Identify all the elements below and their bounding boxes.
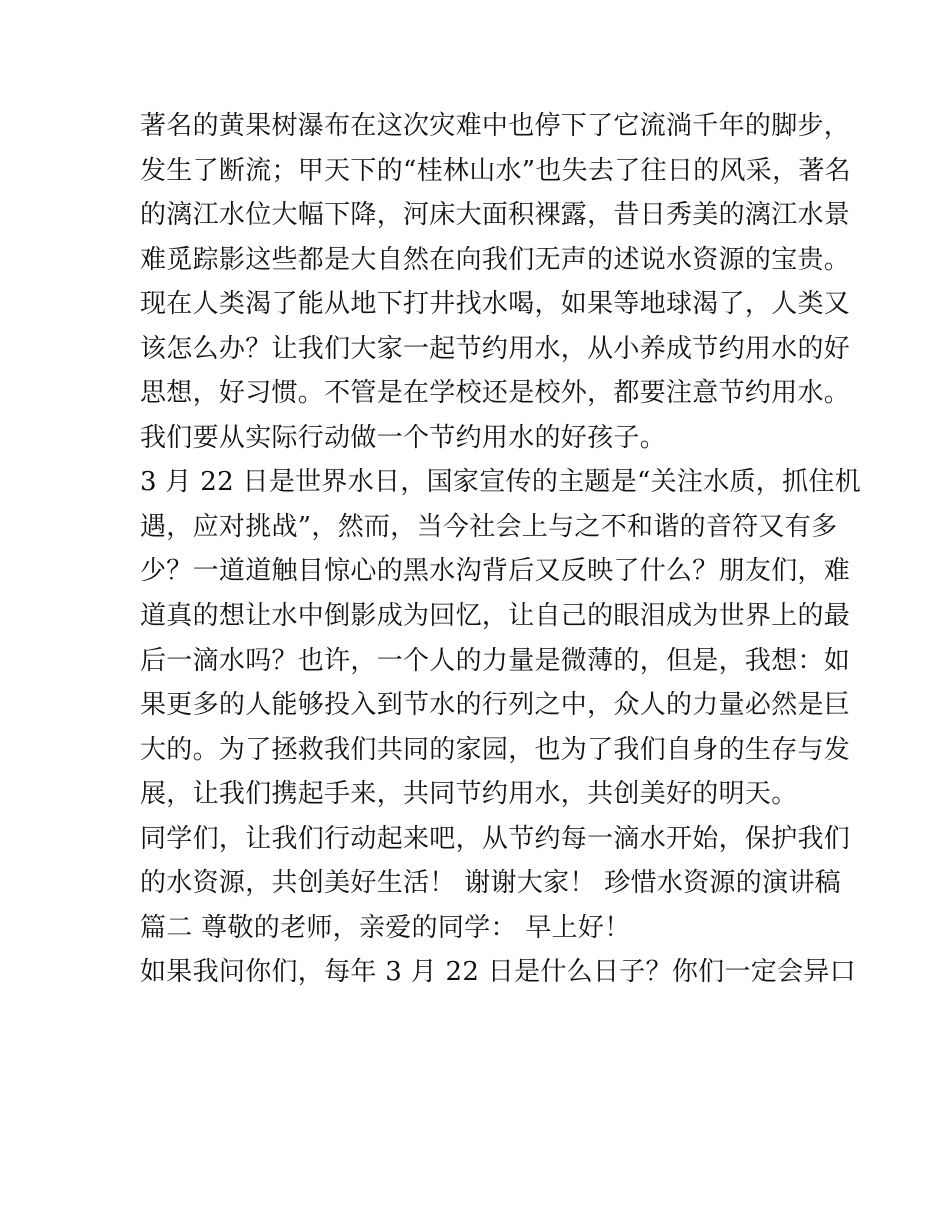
text-line: 难觅踪影这些都是大自然在向我们无声的述说水资源的宝贵。: [140, 244, 851, 275]
text-line: 发生了断流；甲天下的“桂林山水”也失去了往日的风采，著名: [140, 155, 851, 186]
text-line: 果更多的人能够投入到节水的行列之中，众人的力量必然是巨: [140, 690, 851, 721]
text-line: 展，让我们携起手来，共同节约用水，共创美好的明天。: [140, 779, 798, 810]
text-line: 少？一道道触目惊心的黑水沟背后又反映了什么？朋友们，难: [140, 556, 851, 587]
text-line: 如果我问你们，每年 3 月 22 日是什么日子？你们一定会异口: [140, 957, 856, 988]
text-line: 思想，好习惯。不管是在学校还是校外，都要注意节约用水。: [140, 378, 851, 409]
text-line: 的漓江水位大幅下降，河床大面积裸露，昔日秀美的漓江水景: [140, 200, 851, 231]
body-text: [140, 104, 862, 995]
text-line: 同学们，让我们行动起来吧，从节约每一滴水开始，保护我们: [140, 823, 851, 854]
text-line: 后一滴水吗？也许，一个人的力量是微薄的，但是，我想：如: [140, 645, 851, 676]
text-line: 遇，应对挑战”，然而，当今社会上与之不和谐的音符又有多: [140, 511, 838, 542]
text-line: 大的。为了拯救我们共同的家园，也为了我们自身的生存与发: [140, 734, 851, 765]
text-line: 的水资源，共创美好生活！ 谢谢大家！ 珍惜水资源的演讲稿: [140, 868, 841, 899]
text-line: 我们要从实际行动做一个节约用水的好孩子。: [140, 422, 667, 453]
text-line: 道真的想让水中倒影成为回忆，让自己的眼泪成为世界上的最: [140, 601, 851, 632]
text-line: 篇二 尊敬的老师，亲爱的同学： 早上好！: [140, 912, 631, 943]
text-line: 现在人类渴了能从地下打井找水喝，如果等地球渴了，人类又: [140, 289, 851, 320]
text-line: 3 月 22 日是世界水日，国家宣传的主题是“关注水质，抓住机: [140, 467, 862, 498]
text-line: 该怎么办？让我们大家一起节约用水，从小养成节约用水的好: [140, 333, 851, 364]
text-line: 著名的黄果树瀑布在这次灾难中也停下了它流淌千年的脚步，: [140, 111, 851, 141]
